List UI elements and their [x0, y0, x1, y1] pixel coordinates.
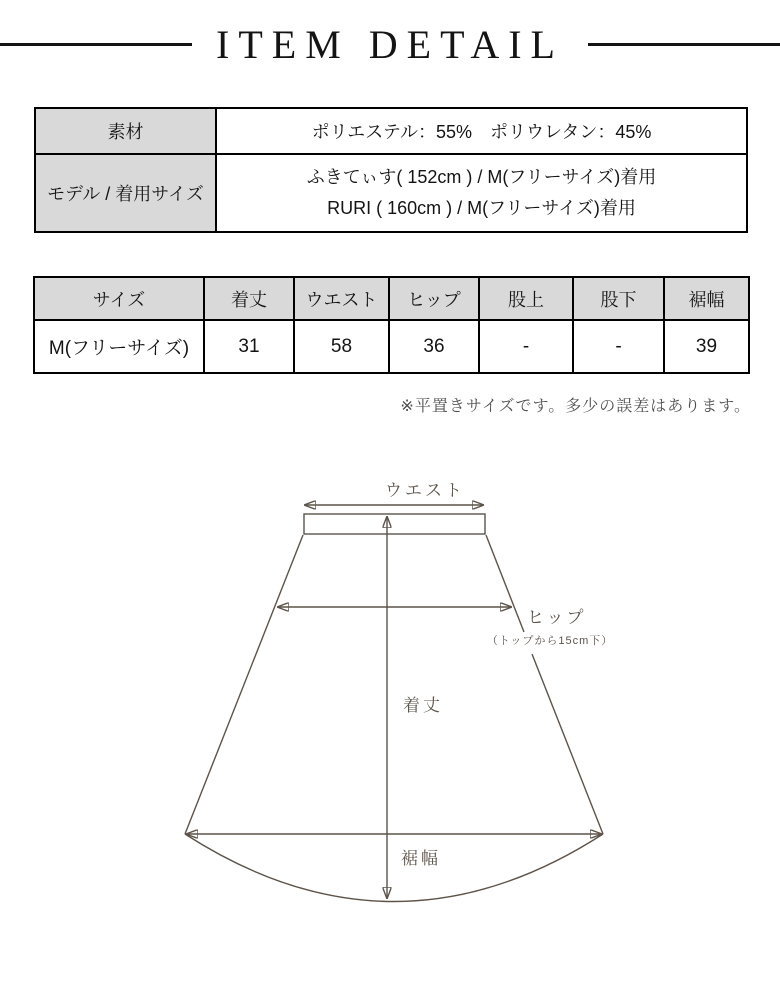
- hip-sub-label: （トップから15cm下）: [486, 635, 614, 647]
- material-row: [35, 108, 747, 154]
- section-header: [0, 0, 780, 68]
- col-header-hip: ヒップ: [389, 277, 479, 320]
- hem-width-label: 裾幅: [401, 849, 441, 868]
- cell-rise: -: [479, 320, 573, 373]
- col-header-length: 着丈: [204, 277, 294, 320]
- model-line-1: ふきてぃす( 152cm ) / M(フリーサイズ)着用: [306, 167, 657, 187]
- col-header-hem-width: 裾幅: [664, 277, 749, 320]
- col-header-size: サイズ: [34, 277, 204, 320]
- col-header-inseam: 股下: [573, 277, 664, 320]
- product-info-table: [34, 107, 748, 233]
- size-table-header-row: [34, 277, 749, 320]
- cell-size: M(フリーサイズ): [34, 320, 204, 373]
- model-line-2: RURI ( 160cm ) / M(フリーサイズ)着用: [327, 198, 636, 218]
- size-table-data-row: [34, 320, 749, 373]
- skirt-right-edge-upper: [486, 535, 524, 632]
- model-size-label: モデル / 着用サイズ: [35, 154, 216, 232]
- skirt-right-edge-lower: [532, 654, 603, 834]
- material-label: 素材: [35, 108, 216, 154]
- cell-waist: 58: [294, 320, 389, 373]
- header-left-line: [0, 43, 192, 46]
- material-value: ポリエステル：55% ポリウレタン：45%: [216, 108, 747, 154]
- page-title: ITEM DETAIL: [216, 22, 564, 67]
- col-header-waist: ウエスト: [294, 277, 389, 320]
- length-label: 着丈: [403, 696, 443, 715]
- model-size-row: [35, 154, 747, 232]
- cell-hem-width: 39: [664, 320, 749, 373]
- cell-hip: 36: [389, 320, 479, 373]
- size-table: [33, 276, 750, 374]
- waistband-outline: [304, 514, 485, 534]
- cell-length: 31: [204, 320, 294, 373]
- skirt-left-edge: [185, 535, 303, 834]
- cell-inseam: -: [573, 320, 664, 373]
- hip-label: ヒップ: [527, 608, 587, 627]
- header-right-line: [588, 43, 780, 46]
- hem-curve: [185, 834, 603, 902]
- measurement-note: ※平置きサイズです。多少の誤差はあります。: [400, 398, 751, 415]
- skirt-measurement-diagram: [0, 452, 780, 912]
- model-size-value: [216, 154, 747, 232]
- col-header-rise: 股上: [479, 277, 573, 320]
- waist-label: ウエスト: [385, 481, 465, 500]
